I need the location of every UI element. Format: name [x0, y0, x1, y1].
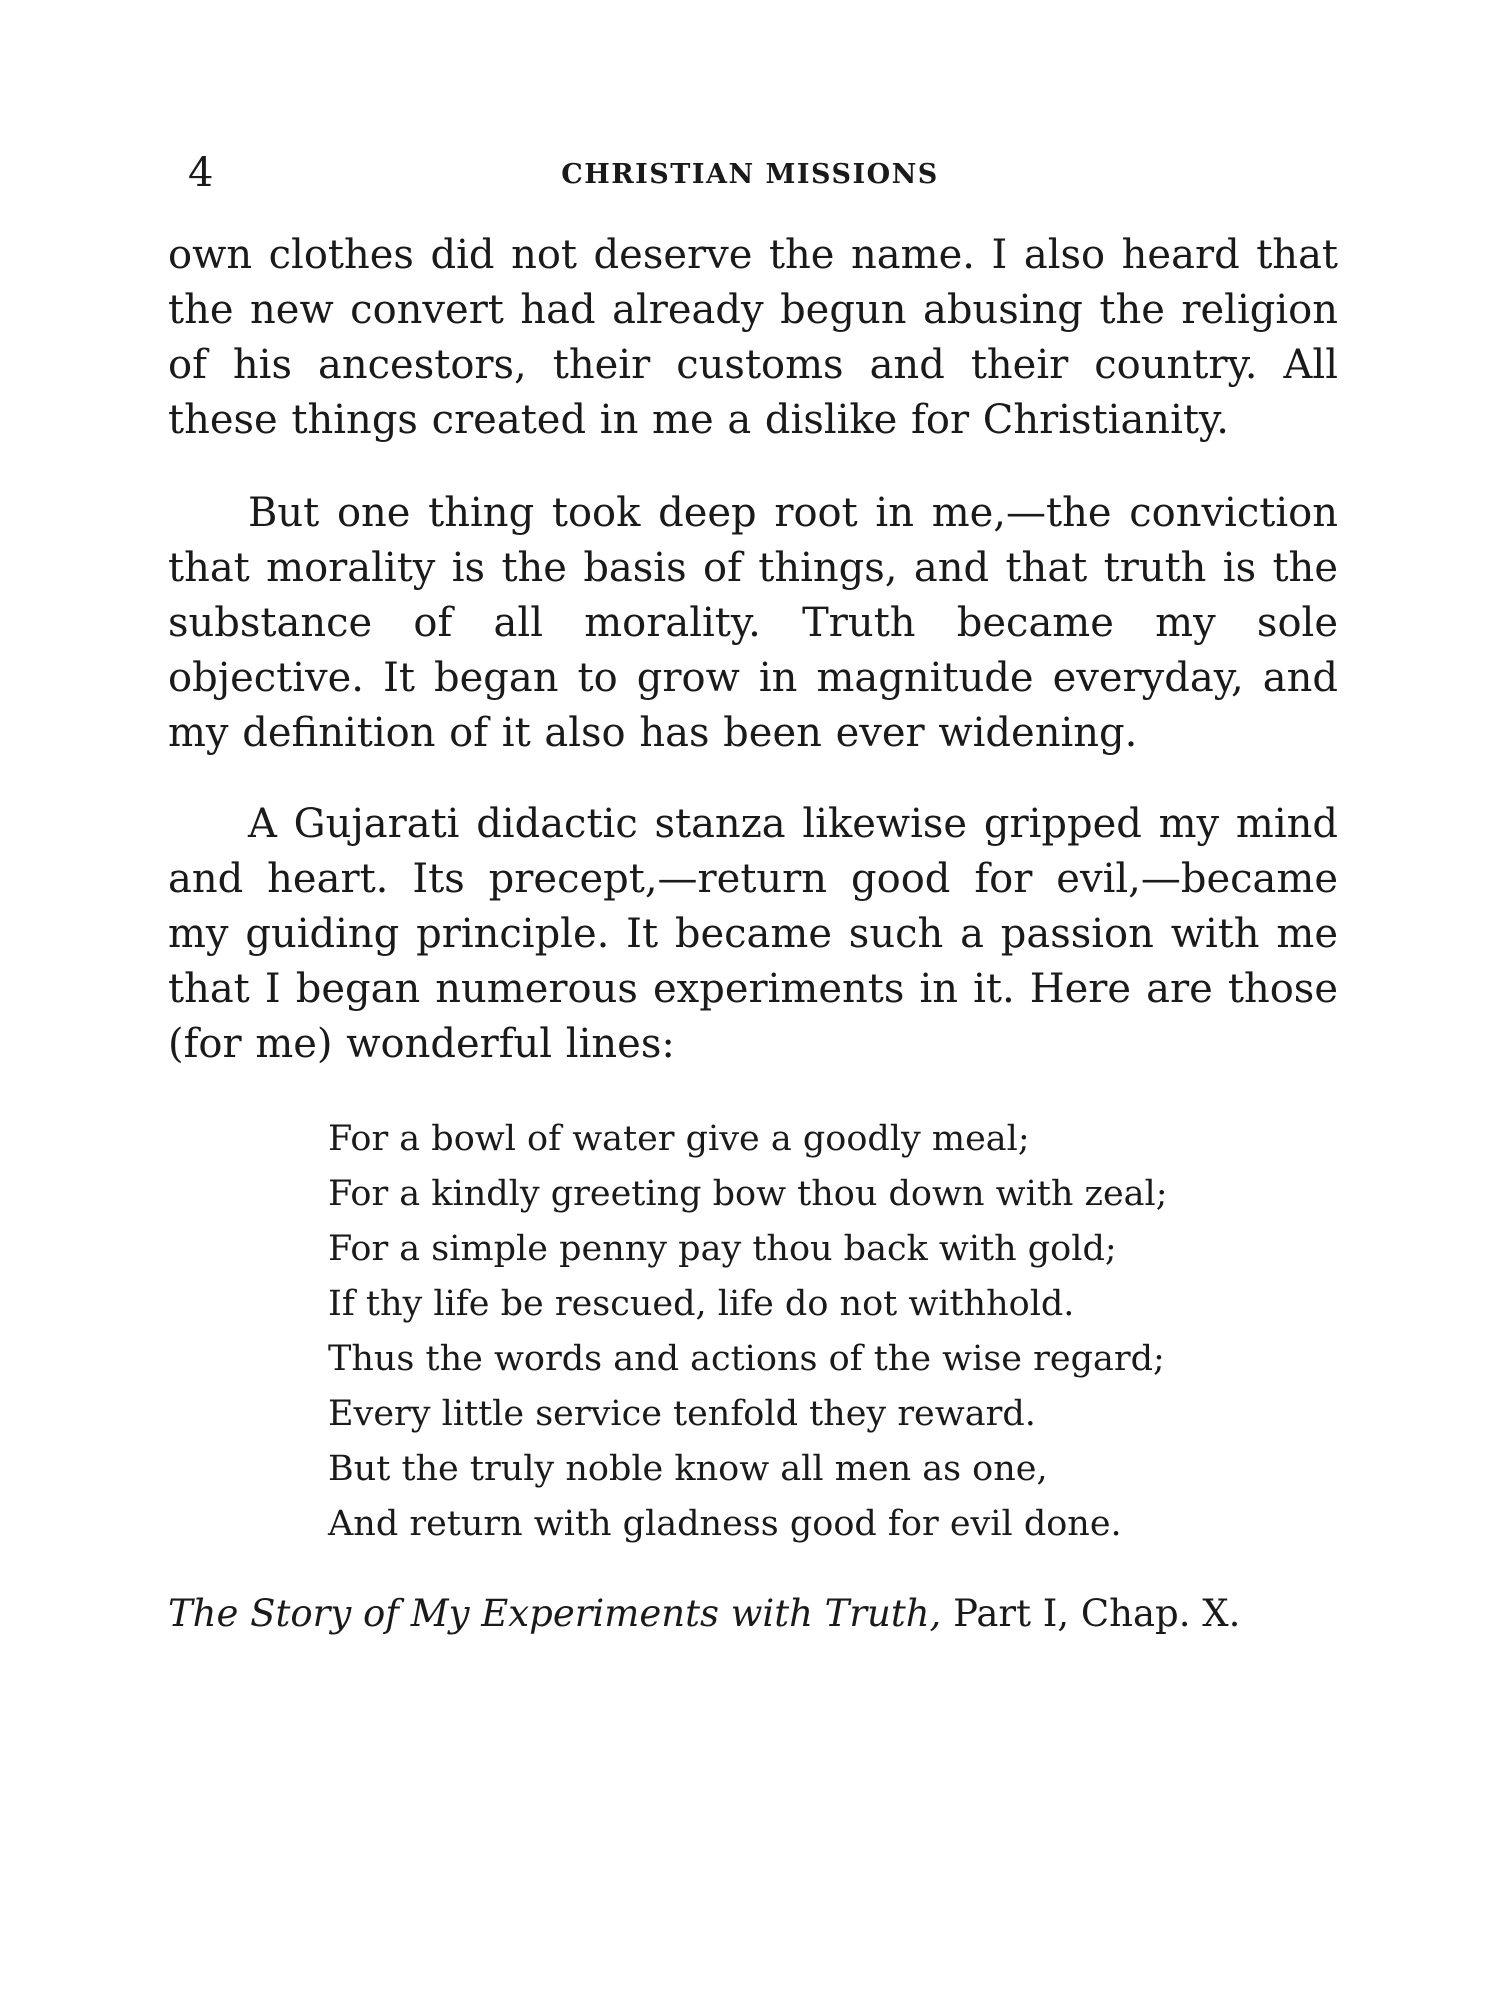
verse-line: For a kindly greeting bow thou down with zeal;: [328, 1174, 1168, 1214]
running-title: CHRISTIAN MISSIONS: [561, 159, 939, 190]
paragraph-2: But one thing took deep root in me,—the conviction that morality is the basis of things, and that truth is the substance of all morality. Truth became my sole objective. It began to grow in magnitude everyday, and my definition of it also has been ever widening.: [168, 490, 1338, 756]
verse-line: For a simple penny pay thou back with gold;: [328, 1229, 1117, 1269]
verse-stanza: [328, 1112, 1338, 1552]
verse-line: But the truly noble know all men as one,: [328, 1449, 1048, 1489]
source-location: Part I, Chap. X.: [941, 1592, 1241, 1635]
source-attribution: [168, 1586, 1338, 1641]
body-text: [168, 228, 1338, 1641]
paragraph-1: own clothes did not deserve the name. I also heard that the new convert had already begun abusing the religion of his ancestors, their customs and their country. All these things created in me a dislike for Christianity.: [168, 232, 1338, 443]
source-book-title: The Story of My Experiments with Truth,: [168, 1592, 942, 1635]
verse-line: And return with gladness good for evil done.: [328, 1504, 1122, 1544]
running-head: [0, 148, 1500, 198]
page-number: 4: [188, 150, 214, 196]
verse-line: For a bowl of water give a goodly meal;: [328, 1119, 1030, 1159]
paragraph-3: A Gujarati didactic stanza likewise gripped my mind and heart. Its precept,—return good for evil,—became my guiding principle. It became such a passion with me that I began numerous experiments in it. Here are those (for me) wonderful lines:: [168, 801, 1338, 1067]
verse-line: Every little service tenfold they reward.: [328, 1394, 1036, 1434]
verse-line: Thus the words and actions of the wise regard;: [328, 1339, 1165, 1379]
verse-line: If thy life be rescued, life do not withhold.: [328, 1284, 1075, 1324]
